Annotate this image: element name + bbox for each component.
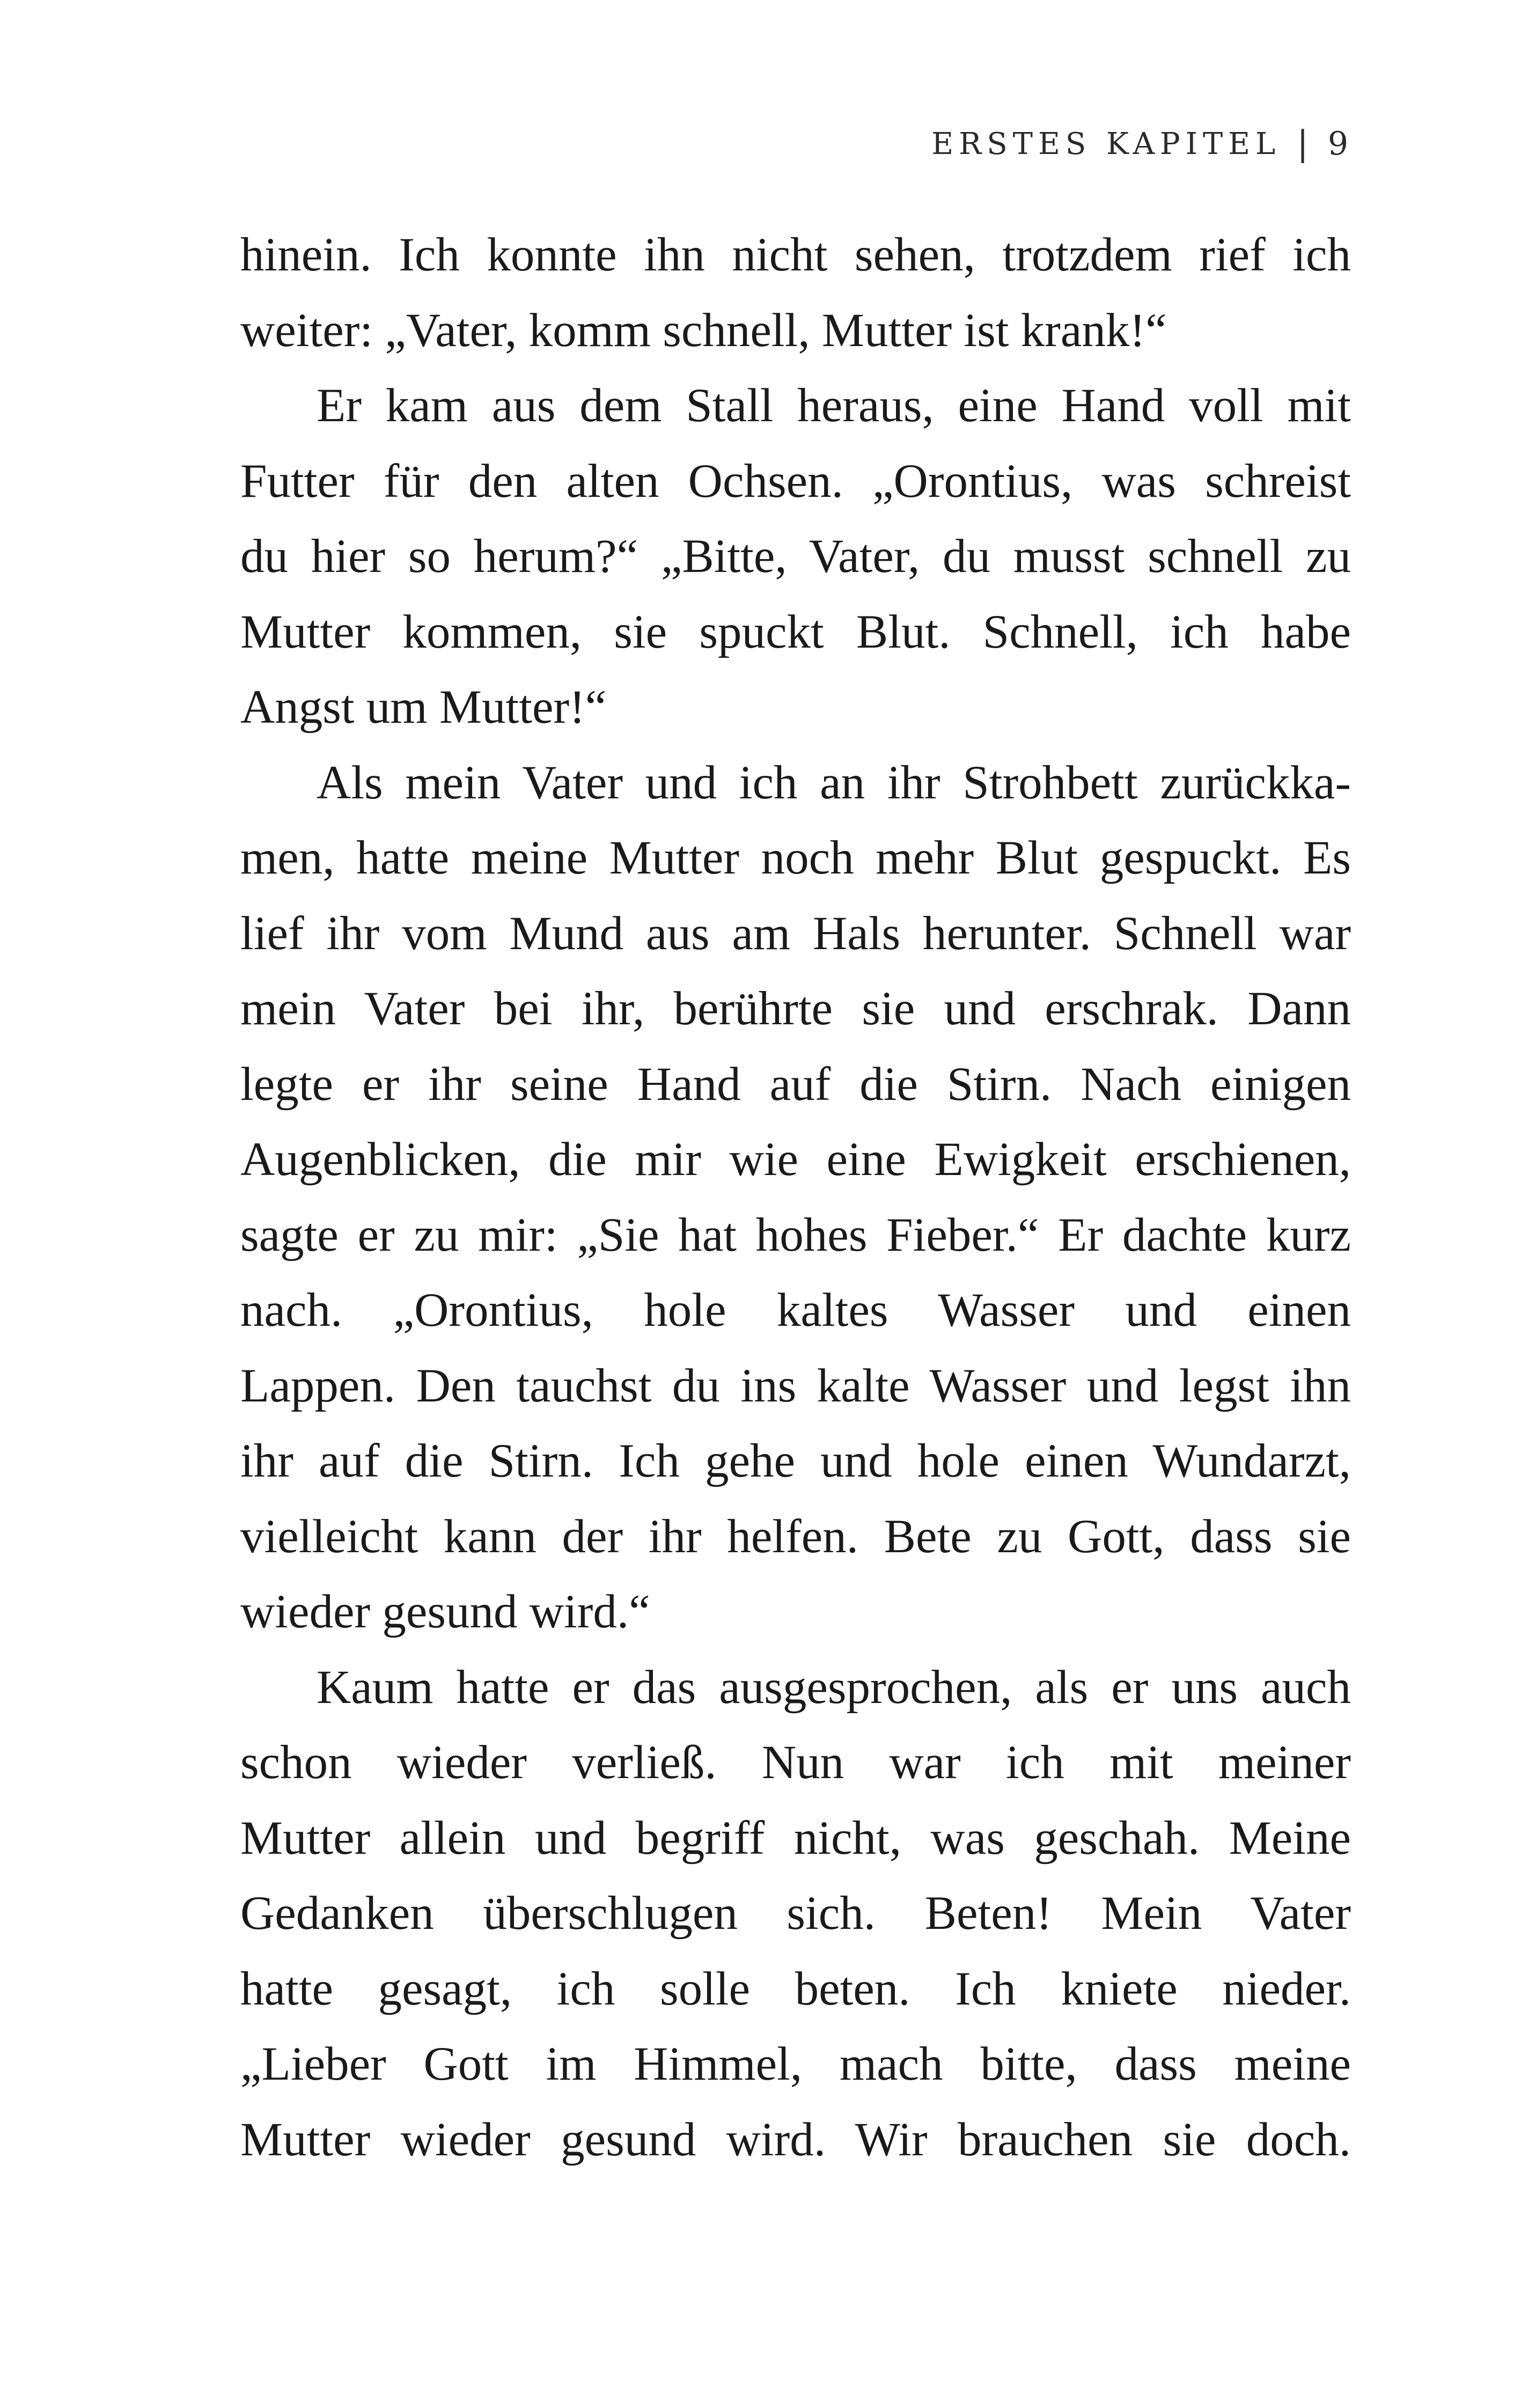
text-line: vielleicht kann der ihr helfen. Bete zu Gott, dass sie bbox=[240, 1510, 1351, 1563]
text-line: hinein. Ich konnte ihn nicht sehen, trotzdem rief ich bbox=[240, 229, 1351, 281]
text-line: lief ihr vom Mund aus am Hals herunter. Schnell war bbox=[240, 907, 1351, 960]
chapter-title: ERSTES KAPITEL bbox=[931, 126, 1281, 161]
text-line: Mutter wieder gesund wird. Wir brauchen sie doch. bbox=[240, 2113, 1351, 2166]
text-line: Futter für den alten Ochsen. „Orontius, was schreist bbox=[240, 454, 1351, 508]
text-line: Augenblicken, die mir wie eine Ewigkeit erschienen, bbox=[240, 1133, 1351, 1186]
text-line: legte er ihr seine Hand auf die Stirn. Nach einigen bbox=[240, 1058, 1351, 1111]
text-line: Angst um Mutter!“ bbox=[240, 681, 607, 733]
text-line: schon wieder verließ. Nun war ich mit meiner bbox=[240, 1736, 1351, 1789]
text-line: Als mein Vater und ich an ihr Strohbett zurückka- bbox=[317, 756, 1351, 809]
text-line: Lappen. Den tauchst du ins kalte Wasser und legst ihn bbox=[240, 1359, 1351, 1412]
text-line: weiter: „Vater, komm schnell, Mutter ist krank!“ bbox=[240, 304, 1167, 357]
text-line: mein Vater bei ihr, berührte sie und erschrak. Dann bbox=[240, 982, 1351, 1035]
text-line: Mutter kommen, sie spuckt Blut. Schnell, ich habe bbox=[240, 605, 1351, 658]
body-text bbox=[240, 217, 1351, 2177]
page-number: 9 bbox=[1327, 125, 1348, 163]
text-line: sagte er zu mir: „Sie hat hohes Fieber.“ Er dachte kurz bbox=[240, 1208, 1351, 1261]
text-line: hatte gesagt, ich solle beten. Ich kniete nieder. bbox=[240, 1962, 1351, 2015]
text-line: Kaum hatte er das ausgesprochen, als er uns auch bbox=[317, 1661, 1351, 1714]
text-line: men, hatte meine Mutter noch mehr Blut gespuckt. Es bbox=[240, 832, 1351, 884]
text-line: Mutter allein und begriff nicht, was geschah. Meine bbox=[240, 1811, 1351, 1864]
text-line: du hier so herum?“ „Bitte, Vater, du musst schnell zu bbox=[240, 530, 1351, 583]
text-line: Gedanken überschlugen sich. Beten! Mein Vater bbox=[240, 1887, 1351, 1940]
text-line: „Lieber Gott im Himmel, mach bitte, dass meine bbox=[240, 2038, 1351, 2090]
header-separator: | bbox=[1297, 124, 1309, 164]
text-line: Er kam aus dem Stall heraus, eine Hand voll mit bbox=[317, 379, 1351, 432]
text-line: nach. „Orontius, hole kaltes Wasser und einen bbox=[240, 1284, 1351, 1337]
text-line: wieder gesund wird.“ bbox=[240, 1585, 650, 1638]
text-line: ihr auf die Stirn. Ich gehe und hole einen Wundarzt, bbox=[240, 1435, 1351, 1487]
running-head bbox=[931, 122, 1348, 165]
